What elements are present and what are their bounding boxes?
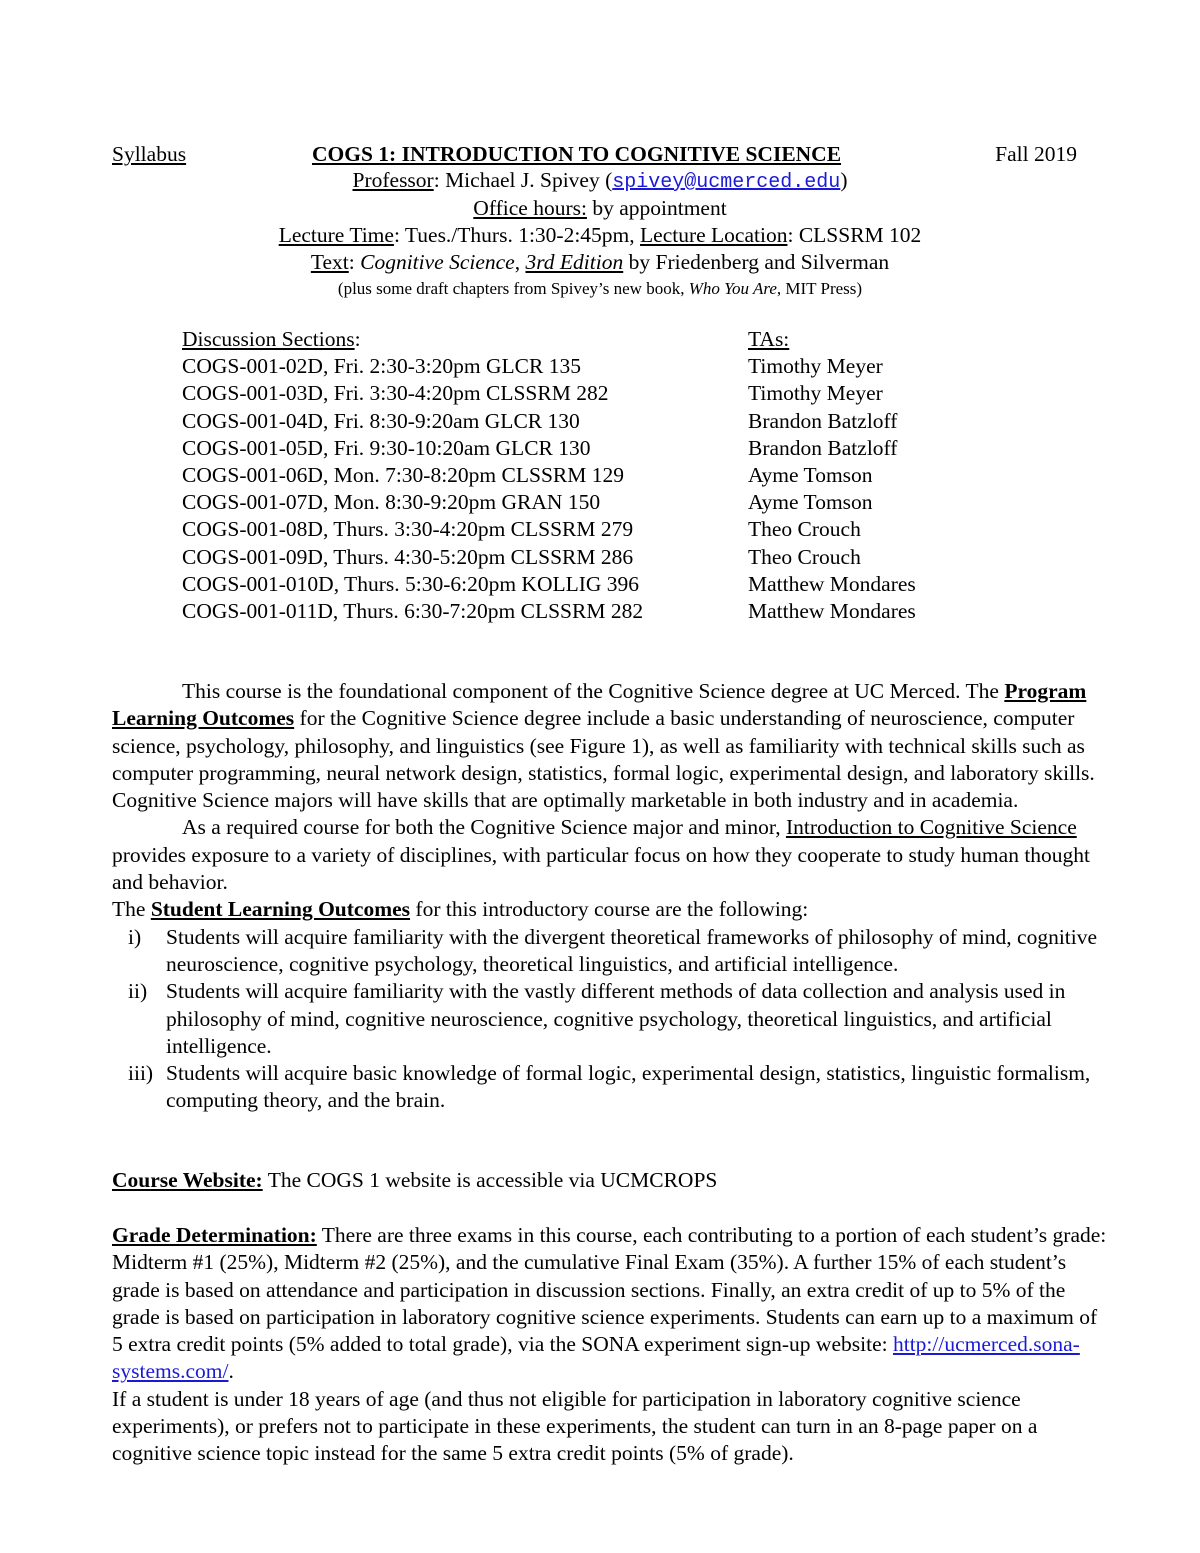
grading-paragraph-2: If a student is under 18 years of age (and thus not eligible for participation in laboratory cognitive science experiments), or prefers not to participate in these experiments, the student can turn in an 8-page paper on a cognitive science topic instead for the same 5 extra credit points (5% of grade). (112, 1386, 1038, 1466)
professor-line (112, 167, 1088, 196)
table-row (182, 408, 982, 435)
text-label: Text (310, 250, 349, 274)
sections-header-row (182, 326, 982, 353)
outcome-number: i) (128, 924, 142, 949)
office-hours-label: Office hours: (473, 196, 587, 220)
section-cell: COGS-001-05D, Fri. 9:30-10:20am GLCR 130 (182, 435, 591, 460)
lecture-location-value: : CLSSRM 102 (787, 223, 922, 247)
intro-p3-a: The (112, 897, 151, 922)
course-website-section (112, 1167, 1112, 1194)
grading-paragraph-1 (112, 1222, 1112, 1386)
sections-header-label: Discussion Sections (182, 327, 355, 351)
professor-email-link[interactable]: spivey@ucmerced.edu (612, 171, 841, 194)
table-row (182, 380, 982, 407)
ta-cell: Matthew Mondares (748, 571, 916, 596)
section-cell: COGS-001-08D, Thurs. 3:30-4:20pm CLSSRM 279 (182, 517, 634, 542)
table-row (182, 598, 982, 625)
table-row (182, 516, 982, 543)
intro-p1-a: This course is the foundational component of the Cognitive Science degree at UC Merced. The (182, 679, 1005, 703)
ta-cell: Brandon Batzloff (748, 408, 898, 433)
course-website-paragraph (112, 1167, 1112, 1194)
intro-p3-c: for this introductory course are the following: (410, 897, 809, 922)
grade-determination-label: Grade Determination: (112, 1223, 317, 1247)
program-learning-outcomes: Program Learning Outcomes (112, 679, 1087, 731)
intro-p2-c: provides exposure to a variety of disciplines, with particular focus on how they cooperate to study human thought and behavior. (112, 842, 1091, 895)
text-comma: , (514, 250, 526, 274)
grade-determination-section (112, 1222, 1112, 1468)
grading-text-a: There are three exams in this course, each contributing to a portion of each student’s grade: Midterm #1 (25%), Midterm #2 (25%), and the cumulative Final Exam (35%). A further 15% of each student’s grade is based on attendance and participation in discussion sections. Finally, an extra credit of up to 5% of the grade is based on participation in laboratory cognitive science experiments. Students can earn up to a maximum of 5 extra credit points (5% added to total grade), via the SONA experiment sign-up website: (112, 1223, 1107, 1357)
course-website-label: Course Website: (112, 1168, 263, 1192)
section-cell: COGS-001-010D, Thurs. 5:30-6:20pm KOLLIG 396 (182, 571, 640, 596)
discussion-sections-table (182, 326, 982, 625)
page-title: COGS 1: INTRODUCTION TO COGNITIVE SCIENCE (312, 142, 842, 166)
note-suffix: , MIT Press) (776, 279, 863, 298)
intro-paragraph-1 (112, 678, 1112, 814)
table-row (182, 353, 982, 380)
header-row (112, 140, 1077, 168)
lecture-location-label: Lecture Location (640, 223, 788, 247)
ta-cell: Theo Crouch (748, 544, 861, 569)
outcome-number: ii) (128, 979, 148, 1004)
section-cell: COGS-001-03D, Fri. 3:30-4:20pm CLSSRM 282 (182, 381, 609, 406)
grading-text-b: . (228, 1359, 234, 1384)
intro-p2-a: As a required course for both the Cognitive Science major and minor, (182, 815, 786, 840)
intro-paragraph-3 (112, 896, 1112, 923)
section-cell: COGS-001-07D, Mon. 8:30-9:20pm GRAN 150 (182, 490, 601, 515)
text-edition: 3rd Edition (525, 250, 624, 274)
textbook-line (112, 249, 1088, 276)
table-row (182, 571, 982, 598)
header-syllabus-label: Syllabus (112, 142, 187, 166)
lecture-time-value: : Tues./Thurs. 1:30-2:45pm, (393, 223, 641, 247)
lecture-line (112, 222, 1088, 249)
table-row (182, 489, 982, 516)
ta-cell: Brandon Batzloff (748, 435, 898, 460)
ta-cell: Ayme Tomson (748, 462, 873, 487)
table-row (182, 544, 982, 571)
course-description (112, 678, 1112, 1115)
sona-link[interactable]: http://ucmerced.sona-systems.com/ (112, 1332, 1080, 1384)
sections-header (182, 326, 361, 353)
text-colon: : (348, 250, 361, 274)
list-item (112, 978, 1112, 1060)
text-title: Cognitive Science (360, 250, 515, 274)
intro-p1-c: for the Cognitive Science degree include a basic understanding of neuroscience, computer science, psychology, philosophy, and linguistics (see Figure 1), as well as familiarity with technical skills such as computer programming, neural network design, statistics, formal logic, experimental design, and laboratory skills. Cognitive Science majors will have skills that are optimally marketable in both industry and in academia. (112, 706, 1095, 813)
header-term: Fall 2019 (995, 142, 1077, 166)
ta-cell: Ayme Tomson (748, 490, 873, 515)
outcome-text: Students will acquire basic knowledge of formal logic, experimental design, statistics, linguistic formalism, computing theory, and the brain. (166, 1061, 1091, 1113)
note-book-title: Who You Are (688, 279, 777, 298)
table-row (182, 435, 982, 462)
table-row (182, 462, 982, 489)
section-cell: COGS-001-02D, Fri. 2:30-3:20pm GLCR 135 (182, 354, 581, 379)
tas-header: TAs: (748, 327, 790, 351)
section-cell: COGS-001-011D, Thurs. 6:30-7:20pm CLSSRM 282 (182, 598, 644, 623)
list-item (112, 1060, 1112, 1115)
note-prefix: (plus some draft chapters from Spivey’s new book, (337, 279, 689, 298)
professor-label: Professor (352, 168, 434, 192)
ta-cell: Theo Crouch (748, 517, 861, 542)
course-name-underlined: Introduction to Cognitive Science (785, 815, 1077, 840)
ta-cell: Timothy Meyer (748, 381, 883, 406)
draft-chapters-note (112, 275, 1088, 302)
section-cell: COGS-001-06D, Mon. 7:30-8:20pm CLSSRM 129 (182, 462, 624, 487)
professor-name: : Michael J. Spivey ( (433, 168, 613, 192)
sections-header-colon: : (354, 327, 361, 351)
office-hours-value: by appointment (586, 196, 727, 220)
office-hours-line (112, 195, 1088, 222)
intro-paragraph-2 (112, 814, 1112, 896)
outcome-number: iii) (128, 1061, 154, 1086)
professor-close: ) (840, 168, 848, 192)
text-authors: by Friedenberg and Silverman (623, 250, 890, 274)
outcome-text: Students will acquire familiarity with the divergent theoretical frameworks of philosophy of mind, cognitive neuroscience, cognitive psychology, theoretical linguistics, and artificial intelligence. (166, 924, 1098, 976)
course-website-text: The COGS 1 website is accessible via UCMCROPS (262, 1168, 718, 1192)
outcome-text: Students will acquire familiarity with the vastly different methods of data collection and analysis used in philosophy of mind, cognitive neuroscience, cognitive psychology, theoretical linguistics, and artificial intelligence. (166, 979, 1066, 1058)
student-learning-outcomes: Student Learning Outcomes (150, 897, 411, 922)
outcomes-list (112, 924, 1112, 1115)
ta-cell: Timothy Meyer (748, 354, 883, 379)
list-item (112, 924, 1112, 979)
lecture-time-label: Lecture Time (278, 223, 394, 247)
section-cell: COGS-001-09D, Thurs. 4:30-5:20pm CLSSRM 286 (182, 544, 634, 569)
section-cell: COGS-001-04D, Fri. 8:30-9:20am GLCR 130 (182, 408, 580, 433)
ta-cell: Matthew Mondares (748, 598, 916, 623)
